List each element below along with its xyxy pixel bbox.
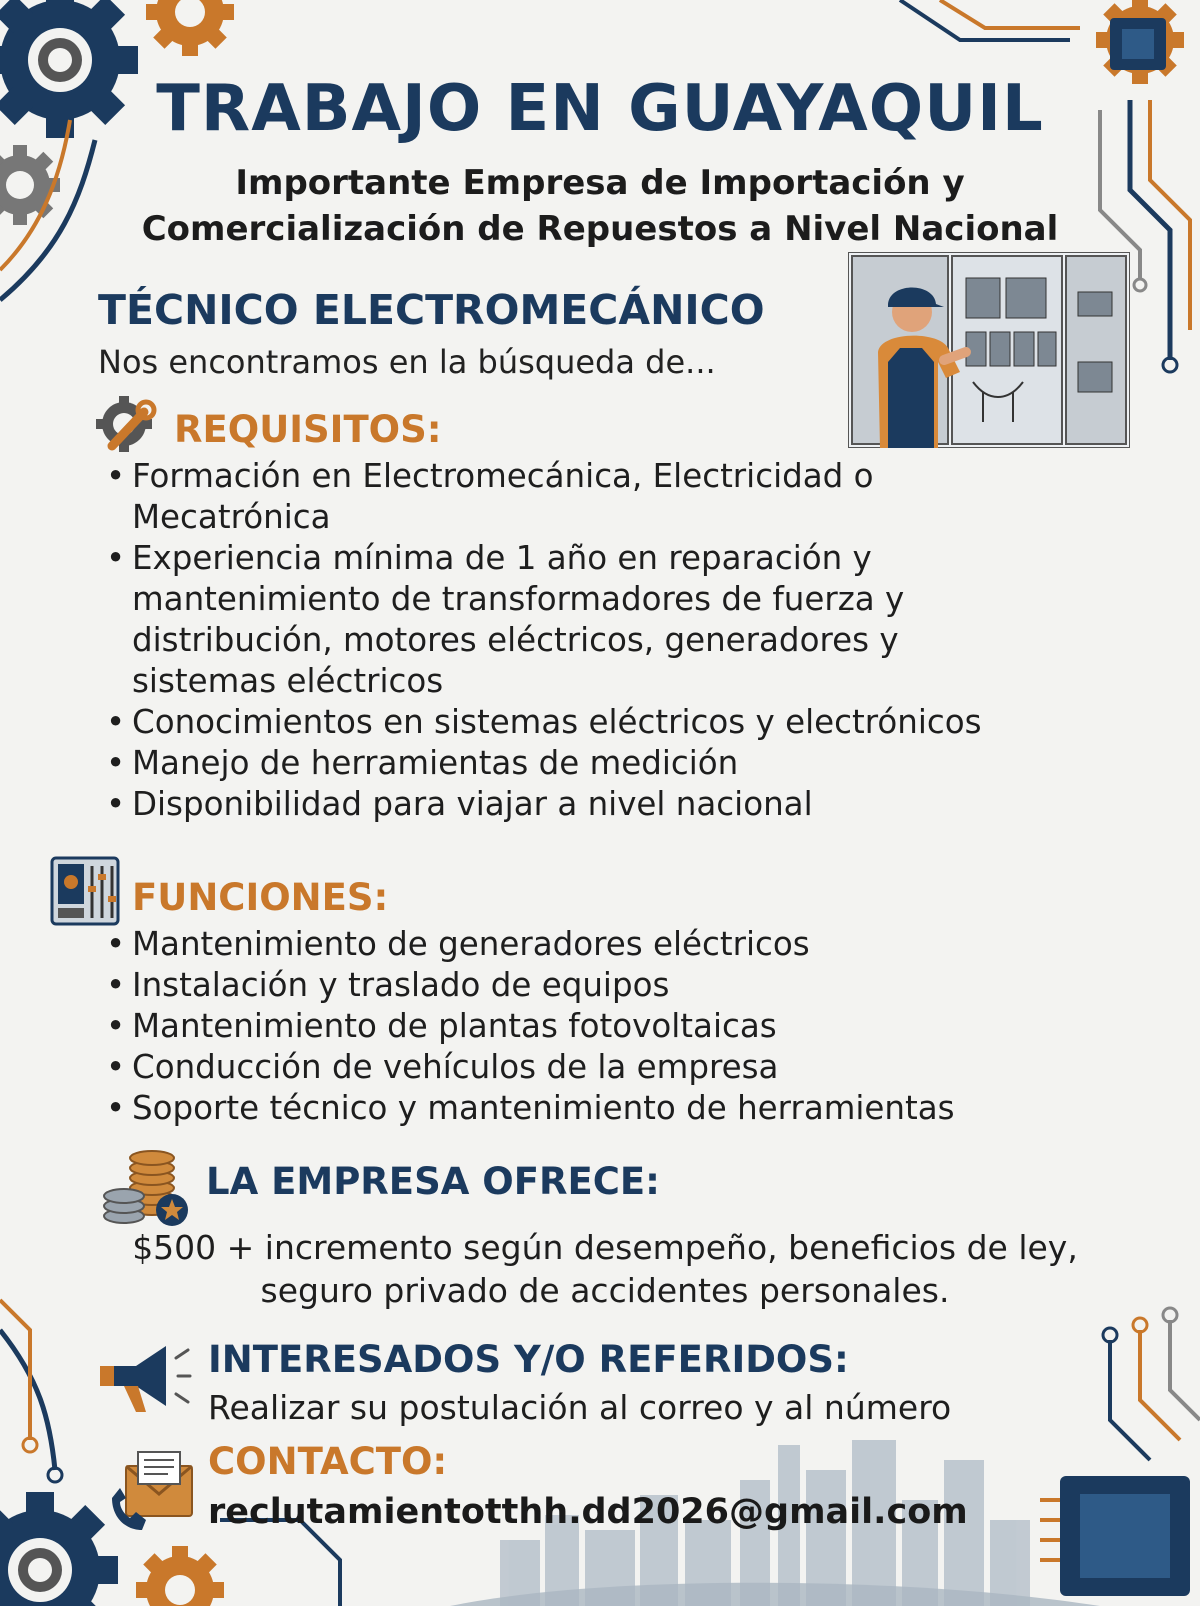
oferta-text: $500 + incremento según desempeño, beneficios de ley, seguro privado de accidentes personales. [132, 1228, 1078, 1310]
requisitos-item: • Manejo de herramientas de medición [102, 743, 982, 784]
funciones-item: • Soporte técnico y mantenimiento de herramientas [102, 1088, 955, 1129]
requisitos-list [102, 456, 982, 825]
requisitos-heading: REQUISITOS: [174, 408, 442, 451]
interesados-text: Realizar su postulación al correo y al número [208, 1388, 952, 1427]
requisitos-item: • Conocimientos en sistemas eléctricos y electrónicos [102, 702, 982, 743]
contact-email[interactable]: reclutamientotthh.dd2026@gmail.com [208, 1492, 968, 1532]
oferta-heading: LA EMPRESA OFRECE: [206, 1160, 660, 1203]
requisitos-item: • Formación en Electromecánica, Electricidad o Mecatrónica [102, 456, 982, 538]
electrician-illustration [848, 252, 1130, 448]
contacto-heading: CONTACTO: [208, 1440, 448, 1483]
control-panel-icon [50, 856, 120, 926]
coins-icon [100, 1148, 192, 1228]
requisitos-item: • Disponibilidad para viajar a nivel nacional [102, 784, 982, 825]
gear-wrench-icon [92, 394, 160, 456]
funciones-item: • Conducción de vehículos de la empresa [102, 1047, 955, 1088]
funciones-list [102, 924, 955, 1129]
megaphone-icon [96, 1336, 192, 1420]
funciones-heading: FUNCIONES: [132, 876, 389, 919]
funciones-item: • Mantenimiento de generadores eléctricos [102, 924, 955, 965]
funciones-item: • Mantenimiento de plantas fotovoltaicas [102, 1006, 955, 1047]
page-title: TRABAJO EN GUAYAQUIL [156, 72, 1044, 146]
interesados-heading: INTERESADOS Y/O REFERIDOS: [208, 1338, 849, 1381]
job-intro: Nos encontramos en la búsqueda de... [98, 343, 716, 381]
mail-phone-icon [108, 1448, 198, 1532]
company-description-line: Comercialización de Repuestos a Nivel Nacional [141, 209, 1059, 249]
funciones-item: • Instalación y traslado de equipos [102, 965, 955, 1006]
requisitos-item: • Experiencia mínima de 1 año en reparación y mantenimiento de transformadores de fuerza y distribución, motores eléctricos, generadores y sistemas eléctricos [102, 538, 982, 702]
company-description-line: Importante Empresa de Importación y [235, 163, 965, 203]
company-description [0, 160, 1200, 252]
job-title: TÉCNICO ELECTROMECÁNICO [98, 286, 765, 334]
